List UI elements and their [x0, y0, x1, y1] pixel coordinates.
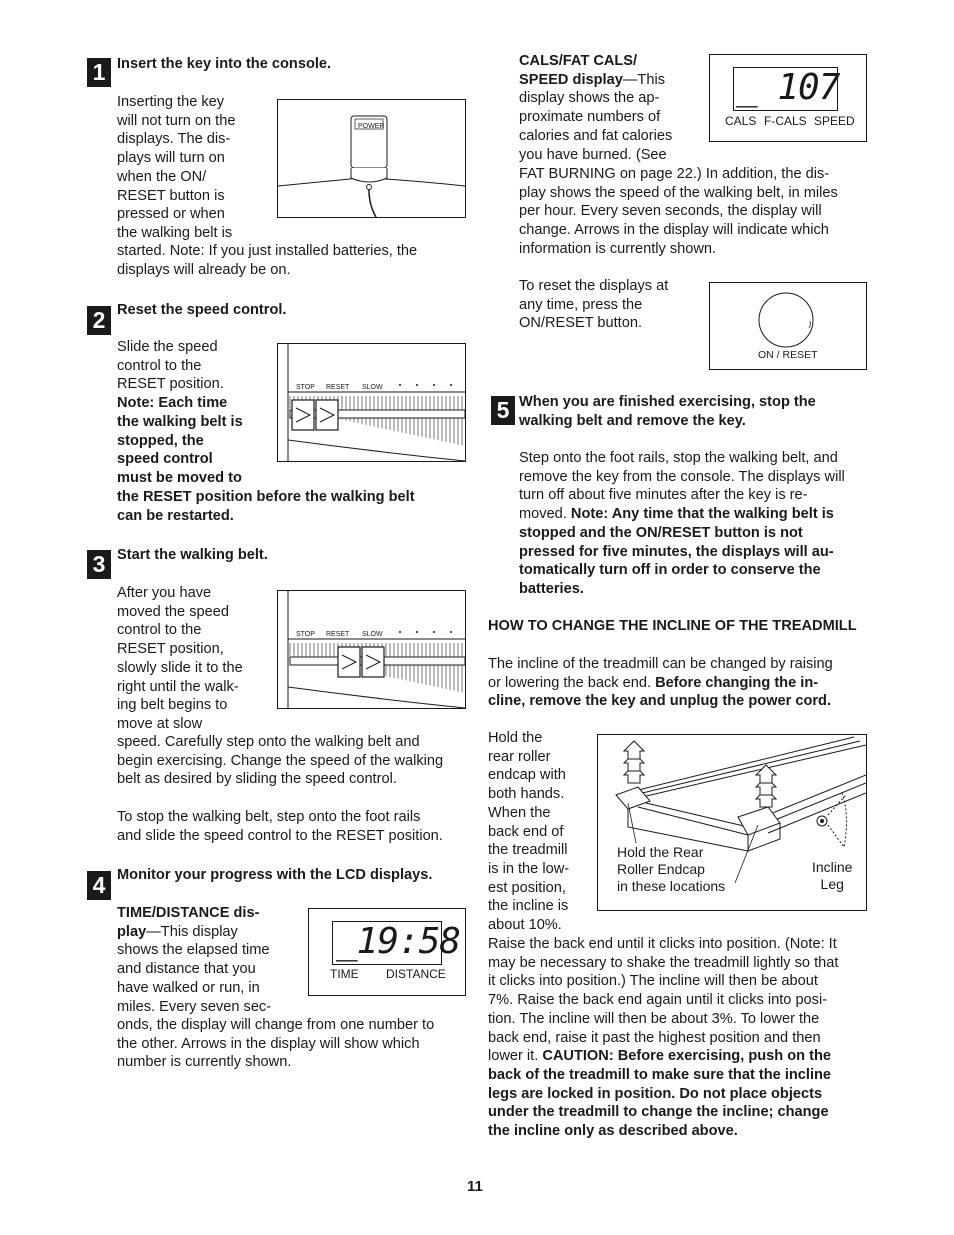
- incline-caution-line: legs are locked in position. Do not place objects: [488, 1085, 823, 1102]
- incline-caution-line: the incline only as described above.: [488, 1123, 738, 1140]
- step-5-body: [519, 449, 879, 599]
- step-5-bold-line: batteries.: [519, 580, 584, 597]
- step-5-bold-line: pressed for five minutes, the displays will au-: [519, 543, 834, 560]
- step-3-body-line: slowly slide it to the: [117, 659, 243, 676]
- step-3-body-line: After you have: [117, 585, 212, 601]
- step-2-body: [117, 338, 287, 488]
- step-1-tail-line: started. Note: If you just installed batteries, the: [117, 243, 418, 259]
- power-label: POWER: [358, 123, 385, 130]
- incline-raise-line: tion. The incline will then be about 3%. To lower the: [488, 1010, 820, 1027]
- cals-tail-line: play shows the speed of the walking belt, in miles: [519, 184, 838, 201]
- slider-label-slow: SLOW: [362, 631, 383, 638]
- speed-dot: [399, 631, 401, 633]
- step-3-body-line: move at slow: [117, 715, 203, 732]
- step-3-body: [117, 584, 287, 734]
- on-reset-label: ON / RESET: [758, 349, 818, 361]
- reset-body-line: ON/RESET button.: [519, 315, 643, 332]
- step-1-body-line: will not turn on the: [117, 112, 236, 129]
- speed-dot: [433, 384, 435, 386]
- step-5-bold-line: tomatically turn off in order to conserve the: [519, 562, 821, 579]
- incline-heading: HOW TO CHANGE THE INCLINE OF THE TREADMILL: [488, 618, 857, 634]
- incline-raise-plain: lower it.: [488, 1048, 543, 1065]
- step-1-body-line: Inserting the key: [117, 94, 225, 110]
- step-1-heading: Insert the key into the console.: [117, 56, 332, 72]
- speed-dot: [433, 631, 435, 633]
- time-distance-subhead-1: TIME/DISTANCE dis-: [117, 905, 260, 921]
- lcd-label-cals: CALS: [725, 114, 757, 128]
- cals-section-body: [519, 52, 699, 164]
- leg-label-line: Leg: [820, 876, 844, 892]
- console-power-figure: [277, 99, 466, 218]
- time-distance-first-line: —This display: [146, 923, 238, 940]
- step-1-tail-line: displays will already be on.: [117, 261, 291, 278]
- step-1-body-line: RESET button is: [117, 187, 225, 204]
- cals-body-line: display shows the ap-: [519, 90, 660, 107]
- hold-label-line: Roller Endcap: [617, 861, 705, 877]
- slider-label-slow: SLOW: [362, 384, 383, 391]
- step-3-body-tail: [117, 733, 472, 789]
- reset-section-body: [519, 277, 699, 333]
- step-3-stop-line: and slide the speed control to the RESET position.: [117, 827, 443, 844]
- cals-body-tail: [519, 165, 874, 259]
- step-1-body-line: plays will turn on: [117, 150, 225, 167]
- reset-body-line: To reset the displays at: [519, 278, 669, 294]
- step-1-body-tail: [117, 242, 467, 279]
- step-2-note-tail-line: the RESET position before the walking belt: [117, 489, 415, 505]
- cals-lcd-figure: [709, 54, 867, 142]
- step-3-stop-text: [117, 808, 472, 845]
- cals-tail-line: information is currently shown.: [519, 240, 717, 257]
- speed-dot: [450, 631, 452, 633]
- incline-caution-line: back of the treadmill to make sure that the incline: [488, 1066, 832, 1083]
- incline-intro-line: The incline of the treadmill can be changed by raising: [488, 656, 833, 672]
- incline-raise-line: may be necessary to shake the treadmill lightly so that: [488, 954, 839, 971]
- incline-hold-line: rear roller: [488, 748, 551, 765]
- incline-hold-line: about 10%.: [488, 917, 562, 934]
- step-5-heading-line: When you are finished exercising, stop the: [519, 394, 816, 410]
- step-5-number: 5: [491, 396, 515, 425]
- step-4-heading: Monitor your progress with the LCD displays.: [117, 867, 433, 883]
- step-2-note-tail: [117, 488, 467, 525]
- reset-body-line: any time, press the: [519, 296, 643, 313]
- lcd-label-speed: SPEED: [814, 114, 855, 128]
- incline-intro-bold-line: cline, remove the key and unplug the power cord.: [488, 693, 832, 710]
- step-3-stop-line: To stop the walking belt, step onto the foot rails: [117, 809, 421, 825]
- step-2-note-line: speed control: [117, 451, 213, 468]
- step-1-body-line: when the ON/: [117, 168, 207, 185]
- lcd-value: _ 107: [736, 67, 840, 108]
- incline-raise-line: 7%. Raise the back end again until it clicks into posi-: [488, 992, 828, 1009]
- step-4-body-line: shows the elapsed time: [117, 942, 270, 959]
- incline-raise-line: back end, raise it past the highest position and then: [488, 1029, 821, 1046]
- page-number: 11: [467, 1178, 483, 1195]
- incline-hold-line: Hold the: [488, 730, 543, 746]
- step-5-heading-line: walking belt and remove the key.: [519, 412, 746, 429]
- step-1-body-line: the walking belt is: [117, 224, 233, 241]
- step-2-note-line: Note: Each time: [117, 395, 228, 412]
- incline-figure-leg-label: [812, 859, 852, 893]
- step-4-body-line: and distance that you: [117, 961, 256, 978]
- panel-curve: [288, 440, 465, 461]
- step-4-body-line: miles. Every seven sec-: [117, 998, 272, 1015]
- incline-hold-line: When the: [488, 804, 551, 821]
- step-5-body-line: Step onto the foot rails, stop the walking belt, and: [519, 450, 838, 466]
- cals-body-line: proximate numbers of: [519, 109, 661, 126]
- step-3-tail-line: belt as desired by sliding the speed control.: [117, 771, 397, 788]
- step-5-body-line: turn off about five minutes after the key is re-: [519, 487, 808, 504]
- slider-label-reset: RESET: [326, 384, 350, 391]
- step-5-mixed-plain: moved.: [519, 506, 571, 523]
- incline-hold-line: the incline is: [488, 898, 569, 915]
- slider-label-reset: RESET: [326, 631, 350, 638]
- step-1-body-line: pressed or when: [117, 206, 225, 223]
- step-4-number: 4: [87, 871, 111, 900]
- step-2-note-line: stopped, the: [117, 432, 204, 449]
- incline-intro-plain: or lowering the back end.: [488, 674, 656, 691]
- panel-curve: [288, 687, 465, 708]
- step-4-body-tail: [117, 1016, 472, 1072]
- step-4-tail-line: onds, the display will change from one number to: [117, 1017, 435, 1033]
- speed-dot: [416, 631, 418, 633]
- speed-dot: [450, 384, 452, 386]
- time-distance-subhead-2: play: [117, 923, 147, 940]
- step-5-body-line: remove the key from the console. The displays will: [519, 468, 845, 485]
- step-1-number: 1: [87, 58, 111, 87]
- cals-first-line: —This: [622, 71, 665, 88]
- step-3-heading: Start the walking belt.: [117, 547, 268, 563]
- incline-hold-line: is in the low-: [488, 860, 570, 877]
- step-4-tail-line: number is currently shown.: [117, 1054, 292, 1071]
- step-5-heading: [519, 393, 879, 430]
- step-2-body-line: control to the: [117, 357, 202, 374]
- incline-raise-bold: CAUTION: Before exercising, push on the: [542, 1048, 832, 1065]
- incline-caution-line: under the treadmill to change the incline; change: [488, 1104, 829, 1121]
- step-3-number: 3: [87, 550, 111, 579]
- incline-hold-line: est position,: [488, 879, 566, 896]
- speed-dot: [416, 384, 418, 386]
- cals-tail-line: per hour. Every seven seconds, the display will: [519, 203, 822, 220]
- hold-label-line: Hold the Rear: [617, 844, 704, 860]
- step-2-note-line: must be moved to: [117, 469, 242, 486]
- speed-control-reset-figure: [277, 343, 466, 462]
- incline-hold-line: the treadmill: [488, 842, 568, 859]
- step-2-body-line: RESET position.: [117, 376, 224, 393]
- time-distance-lcd-figure: [308, 908, 466, 996]
- step-2-body-line: Slide the speed: [117, 339, 218, 355]
- step-1-body-line: displays. The dis-: [117, 131, 231, 148]
- incline-hold-text: [488, 729, 598, 935]
- lcd-value: _19:58: [336, 921, 461, 962]
- lcd-label-time: TIME: [330, 967, 359, 981]
- step-3-body-line: moved the speed: [117, 603, 229, 620]
- step-1-body: [117, 93, 287, 243]
- incline-intro: [488, 655, 878, 711]
- incline-raise-line: Raise the back end until it clicks into position. (Note: It: [488, 936, 837, 952]
- step-4-body: [117, 904, 297, 1016]
- incline-figure: [597, 734, 867, 911]
- slider-label-stop: STOP: [296, 384, 315, 391]
- step-3-tail-line: begin exercising. Change the speed of the walking: [117, 752, 444, 769]
- step-2-heading: Reset the speed control.: [117, 302, 287, 318]
- cals-body-line: you have burned. (See: [519, 146, 667, 163]
- speed-control-start-figure: [277, 590, 466, 709]
- incline-intro-bold: Before changing the in-: [655, 674, 819, 691]
- cals-subhead-2: SPEED display: [519, 71, 623, 88]
- incline-hold-line: both hands.: [488, 786, 565, 803]
- incline-hold-line: back end of: [488, 823, 564, 840]
- cals-subhead-1: CALS/FAT CALS/: [519, 53, 638, 69]
- step-2-note-tail-line: can be restarted.: [117, 507, 234, 524]
- slider-label-stop: STOP: [296, 631, 315, 638]
- step-2-number: 2: [87, 306, 111, 335]
- cals-tail-line: FAT BURNING on page 22.) In addition, the dis-: [519, 166, 830, 182]
- incline-hold-line: endcap with: [488, 767, 566, 784]
- step-2-note-line: the walking belt is: [117, 413, 243, 430]
- leg-label-line: Incline: [812, 859, 853, 875]
- cals-body-line: calories and fat calories: [519, 127, 673, 144]
- step-3-body-line: ing belt begins to: [117, 697, 228, 714]
- incline-raise-line: it clicks into position.) The incline will then be about: [488, 973, 818, 990]
- lcd-label-fcals: F-CALS: [764, 114, 807, 128]
- step-4-body-line: have walked or run, in: [117, 979, 260, 996]
- incline-figure-hold-label: [617, 844, 725, 895]
- speed-dot: [399, 384, 401, 386]
- on-reset-button-figure: [709, 282, 867, 370]
- step-5-bold-line: stopped and the ON/RESET button is not: [519, 524, 803, 541]
- step-3-body-line: control to the: [117, 622, 202, 639]
- step-5-mixed-bold: Note: Any time that the walking belt is: [570, 506, 834, 523]
- step-3-body-line: RESET position,: [117, 641, 224, 658]
- step-4-tail-line: the other. Arrows in the display will show which: [117, 1035, 420, 1052]
- lcd-label-distance: DISTANCE: [386, 967, 446, 981]
- step-3-tail-line: speed. Carefully step onto the walking belt and: [117, 734, 420, 750]
- cals-tail-line: change. Arrows in the display will indicate which: [519, 222, 829, 239]
- hold-label-line: in these locations: [617, 878, 726, 894]
- step-3-body-line: right until the walk-: [117, 678, 239, 695]
- incline-raise-text: [488, 935, 878, 1141]
